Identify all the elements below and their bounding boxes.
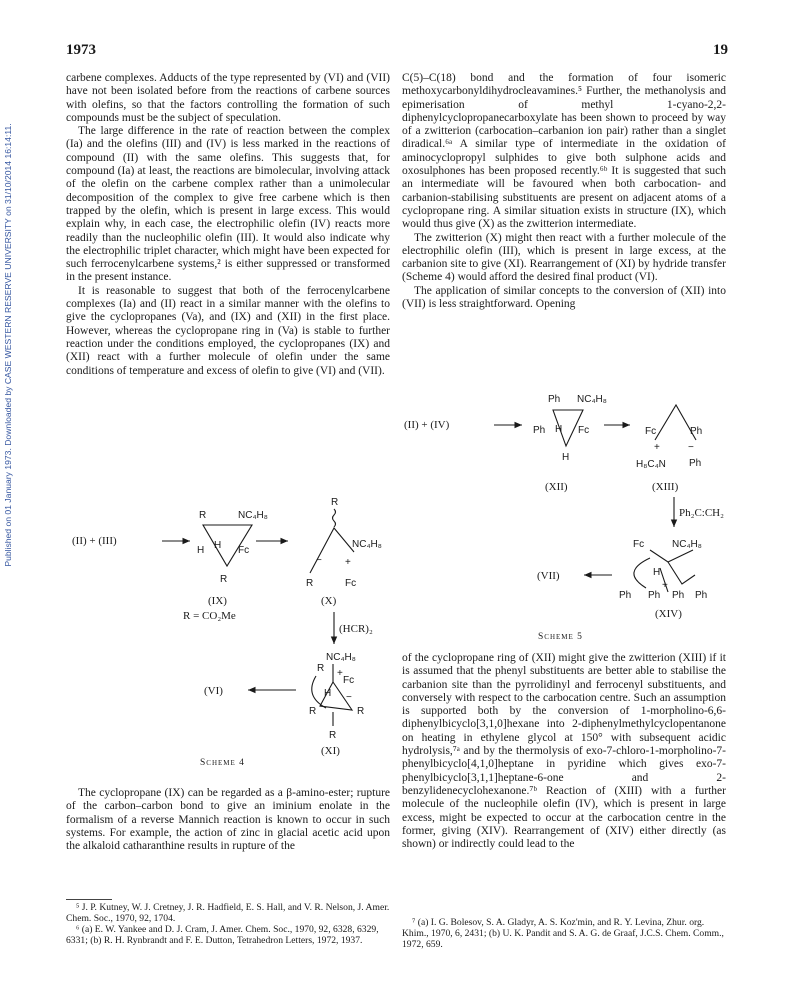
- substituent-Fc: Fc: [633, 539, 645, 550]
- substituent-R: R: [220, 574, 228, 585]
- paragraph: C(5)–C(18) bond and the formation of four isomeric methoxycarbonyldihydrocleavamines.⁵ Further, the methanolysis and epimerisation of methyl 1-cyano-2,2-diphenylcyclopropanecarboxylate has been shown to proceed by way of a zwitterion (carbocation–carbanion ion pair) rather than a singlet diradical.⁶ᵃ A similar type of intermediate in the oxidation of aminocyclopropyl sulphides to give both sulphone acids and oxosulphones has been proposed recently.⁶ᵇ It is suggested that such an intermediate will be favoured when both carbocation- and carbanion-stabilising substituents are present on adjacent atoms of a cyclopropane ring. A similar situation exists in structure (IX), which would thus give (X) as the zwitterion intermediate.: [402, 72, 726, 231]
- scheme-5-caption: Scheme 5: [538, 632, 583, 642]
- substituent-Ph: Ph: [689, 458, 702, 469]
- substituent-R: R: [329, 730, 337, 741]
- substituent-Ph: Ph: [672, 590, 685, 601]
- download-watermark: Published on 01 January 1973. Downloaded by CASE WESTERN RESERVE UNIVERSITY on 31/10/2014 16:14:11.: [3, 123, 13, 567]
- scheme-5: [404, 394, 724, 620]
- plus-charge: +: [337, 668, 343, 679]
- scheme-4-caption: Scheme 4: [200, 758, 245, 768]
- paragraph: It is reasonable to suggest that both of the ferrocenylcarbene complexes (Ia) and (II) react in a similar manner with the olefins to give the cyclopropanes (Va), and (IX) and (XII) in the first place. However, whereas the cyclopropane ring in (Va) is stable to further reaction under the conditions employed, the cyclopropanes (IX) and (XII) react with a further molecule of olefin under the same conditions of temperature and excess of olefin to give (VI) and (VII).: [66, 284, 390, 377]
- hydride-shift-arrow: [634, 558, 650, 588]
- paragraph: of the cyclopropane ring of (XII) might give the zwitterion (XIII) if it is assumed that the phenyl substituents are better able to stabilise the carbanion site than the pyrrolidinyl and ferrocenyl substituents, and conversely with respect to the carbocation centre. Such an assumption is supported both by the conversion of 1-morpholino-6,6-diphenylbicyclo[3,1,0]hexane into 2-diphenylmethylcyclopentanone on heating in ethylene glycol at 150° with subsequent acidic hydrolysis,⁷ᵃ and by the thermolysis of exo-7-chloro-1-morpholino-7-phenylbicyclo[4,1,0]heptane in pyridine which gives exo-7-phenylbicyclo[3,1,1]heptane-6-one and 2-benzylidenecyclohexanone.⁷ᵇ Reaction of (XIII) with a further molecule of the nucleophile olefin (IV), which is present in large excess, might be expected to occur at the carbocation centre in the former, giving (XIV). Rearrangement of (XIV) either directly (as shown) or indirectly could lead to the: [402, 652, 726, 851]
- compound-label-X: (X): [321, 595, 337, 607]
- paragraph: carbene complexes. Adducts of the type represented by (VI) and (VII) have not been isolated before from the reactions of carbene sources with olefins, so that the factors controlling the formation of such compounds must be the subject of speculation.: [66, 72, 390, 124]
- paragraph: The zwitterion (X) might then react with a further molecule of the electrophilic olefin (III), which is present in large excess, at the carbanion site to give (XI). Rearrangement of (XI) by hydride transfer (Scheme 4) would afford the desired final product (VI).: [402, 231, 726, 284]
- paragraph: The cyclopropane (IX) can be regarded as a β-amino-ester; rupture of the carbon–carbon bond to give an iminium enolate in the formalism of a reverse Mannich reaction is known to occur in such systems. For example, the action of zinc in glacial acetic acid upon the alkaloid catharanthine results in rupture of the: [66, 787, 390, 853]
- wavy-bond: [333, 509, 336, 527]
- substituent-NC4H8: NC₄H₈: [326, 652, 356, 663]
- atom-H: H: [214, 540, 222, 551]
- substituent-Ph: Ph: [690, 426, 703, 437]
- minus-charge: −: [688, 442, 694, 453]
- substituent-R: R: [357, 706, 365, 717]
- scheme-4: [72, 497, 382, 757]
- substituent-Fc: Fc: [345, 578, 357, 589]
- substituent-Ph: Ph: [548, 394, 561, 405]
- plus-charge: +: [654, 442, 660, 453]
- substituent-NC4H8: NC₄H₈: [672, 539, 702, 550]
- atom-H: H: [653, 567, 661, 578]
- substituent-NC4H8: NC₄H₈: [577, 394, 607, 405]
- substituent-Fc: Fc: [578, 425, 590, 436]
- paragraph: The large difference in the rate of reaction between the complex (Ia) and the olefins (III) and (IV) is less marked in the reactions of compound (II) with the same olefins. This suggests that, for compound (Ia) at least, the reactions are bimolecular, involving attack of the olefin on the carbene complex rather than a unimolecular decomposition of the complex to give free carbene which is then trapped by the olefin, which is present in large excess. This would explain why, in each case, the electrophilic olefin (IV) reacts more readily than the nucleophilic olefin (III). It would also indicate why the electrophilic triplet character, which might have been expected for such ferrocenylcarbene systems,² is either suppressed or transformed in the present instance.: [66, 125, 390, 284]
- footnote: ⁷ (a) I. G. Bolesov, S. A. Gladyr, A. S. Koz'min, and R. Y. Levina, Zhur. org. Khim., 1970, 6, 2431; (b) U. K. Pandit and S. A. G. de Graaf, J.C.S. Chem. Comm., 1972, 659.: [402, 917, 724, 950]
- substituent-Fc: Fc: [238, 545, 250, 556]
- reactants-label: (II) + (III): [72, 535, 117, 547]
- compound-label-VII: (VII): [537, 570, 560, 582]
- page-year: 1973: [66, 42, 96, 58]
- substituent-NC4H8: NC₄H₈: [238, 510, 268, 521]
- atom-H: H: [197, 545, 205, 556]
- plus-charge: +: [345, 557, 351, 568]
- atom-H: H: [555, 424, 563, 435]
- substituent-R: R: [309, 706, 317, 717]
- page-number: 19: [713, 42, 728, 58]
- compound-label-IX: (IX): [208, 595, 227, 607]
- substituent-R: R: [317, 663, 325, 674]
- substituent-Fc: Fc: [645, 426, 657, 437]
- atom-H: H: [562, 452, 570, 463]
- substituent-Ph: Ph: [619, 590, 632, 601]
- reactants-label: (II) + (IV): [404, 419, 450, 431]
- substituent-Ph: Ph: [533, 425, 546, 436]
- reagent-label: Ph₂C:CH₂: [679, 507, 724, 519]
- compound-label-XIII: (XIII): [652, 481, 679, 493]
- substituent-Ph: Ph: [695, 590, 708, 601]
- compound-label-XI: (XI): [321, 745, 340, 757]
- substituent-R: R: [331, 497, 339, 508]
- substituent-NC4H8: NC₄H₈: [352, 539, 382, 550]
- compound-label-XII: (XII): [545, 481, 568, 493]
- substituent-R: R: [306, 578, 314, 589]
- minus-charge: −: [316, 555, 322, 566]
- ring-bond: [650, 550, 693, 562]
- footnote: ⁵ J. P. Kutney, W. J. Cretney, J. R. Hadfield, E. S. Hall, and V. R. Nelson, J. Amer. Chem. Soc., 1970, 92, 1704.: [66, 902, 390, 924]
- substituent-Fc: Fc: [343, 675, 355, 686]
- compound-label-XIV: (XIV): [655, 608, 682, 620]
- footnote: ⁶ (a) E. W. Yankee and D. J. Cram, J. Amer. Chem. Soc., 1970, 92, 6328, 6329, 6331; (b) R. H. Rynbrandt and F. E. Dutton, Tetrahedron Letters, 1972, 1937.: [66, 924, 379, 946]
- atom-H: H: [324, 688, 332, 699]
- reagent-label: (HCR)₂: [339, 623, 373, 635]
- paragraph: The application of similar concepts to the conversion of (XII) into (VII) is less straightforward. Opening: [402, 284, 726, 311]
- compound-label-VI: (VI): [204, 685, 223, 697]
- r-definition: R = CO₂Me: [183, 610, 236, 622]
- substituent-H8C4N: H₈C₄N: [636, 459, 666, 470]
- substituent-Ph: Ph: [648, 590, 661, 601]
- substituent-R: R: [199, 510, 207, 521]
- ring-bond: [668, 562, 695, 584]
- minus-charge: −: [346, 692, 352, 703]
- plus-charge: +: [662, 580, 668, 591]
